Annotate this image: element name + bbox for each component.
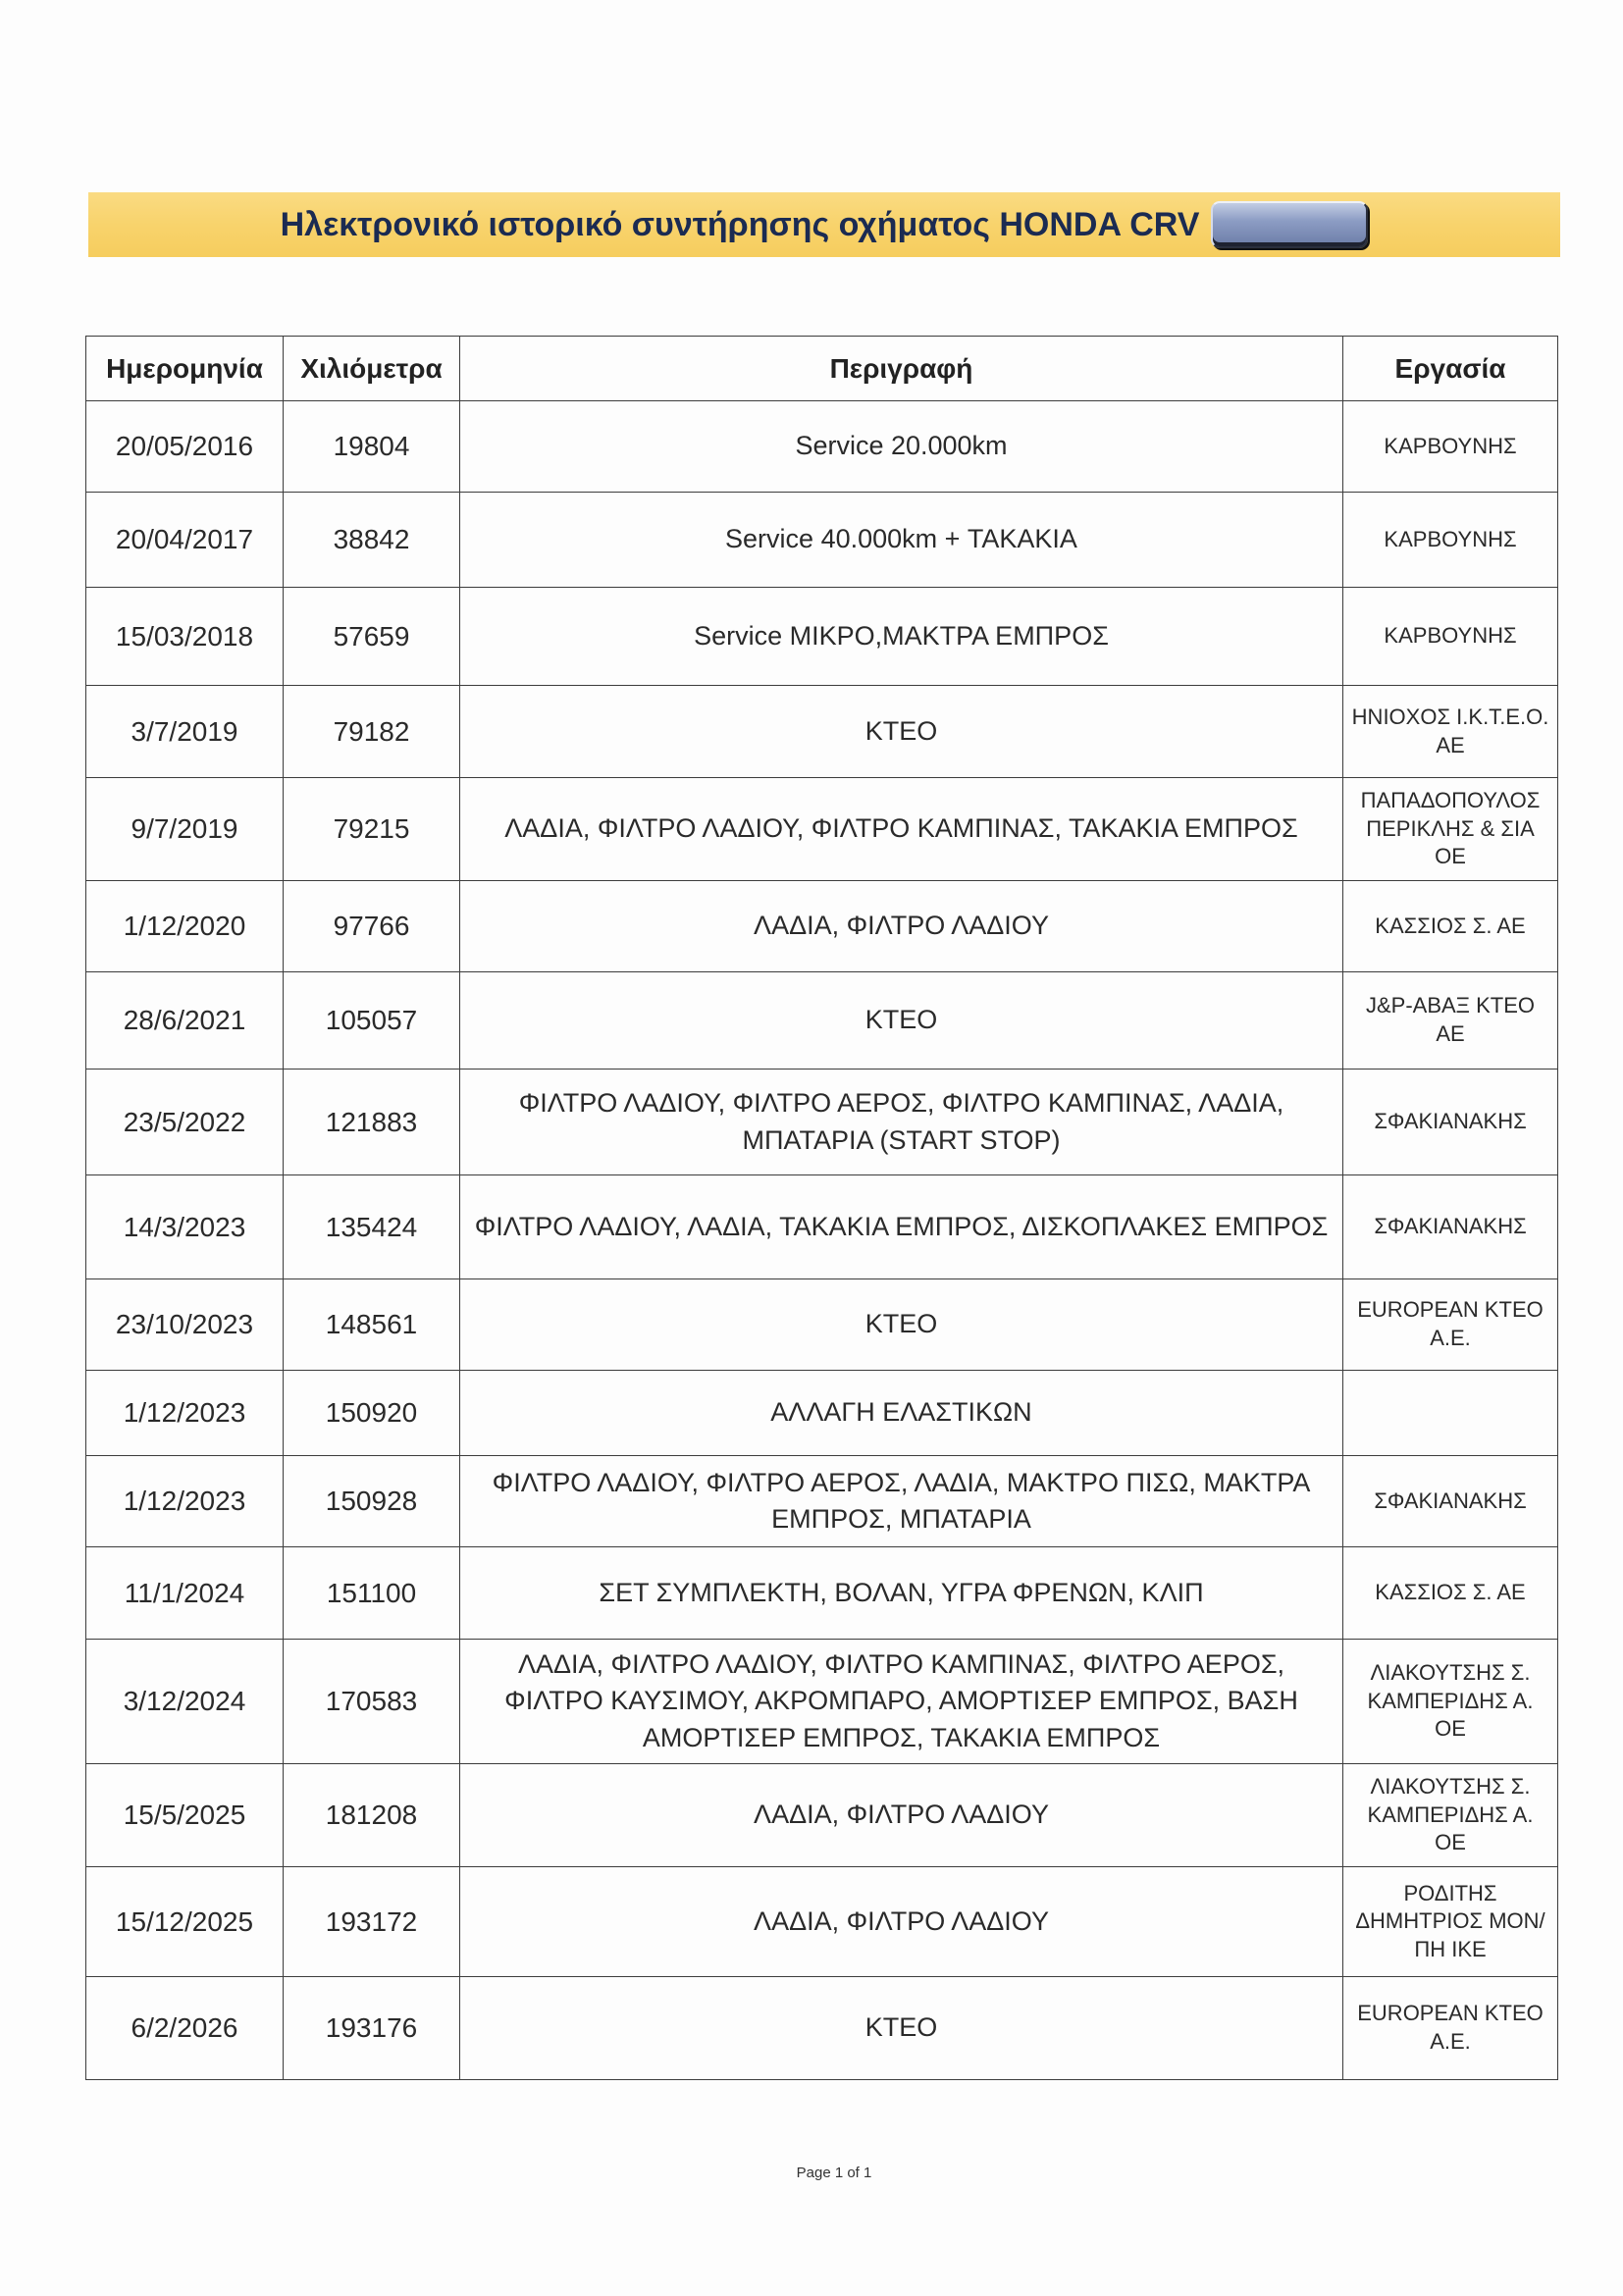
description-cell: ΛΑΔΙΑ, ΦΙΛΤΡΟ ΛΑΔΙΟΥ, ΦΙΛΤΡΟ ΚΑΜΠΙΝΑΣ, ΤΑΚΑΚΙΑ ΕΜΠΡΟΣ [460, 778, 1343, 881]
date-cell: 15/03/2018 [86, 588, 284, 686]
table-row [86, 493, 1558, 588]
work-cell: ΚΑΣΣΙΟΣ Σ. ΑΕ [1343, 1547, 1558, 1640]
table-body [86, 401, 1558, 2080]
kilometers-cell: 135424 [284, 1175, 460, 1279]
work-cell: ΚΑΡΒΟΥΝΗΣ [1343, 588, 1558, 686]
table-row [86, 1977, 1558, 2080]
work-cell: ΠΑΠΑΔΟΠΟΥΛΟΣ ΠΕΡΙΚΛΗΣ & ΣΙΑ ΟΕ [1343, 778, 1558, 881]
work-cell: ΣΦΑΚΙΑΝΑΚΗΣ [1343, 1070, 1558, 1175]
work-cell: ΛΙΑΚΟΥΤΣΗΣ Σ. ΚΑΜΠΕΡΙΔΗΣ Α. ΟΕ [1343, 1640, 1558, 1764]
table-row [86, 881, 1558, 972]
description-cell: ΣΕΤ ΣΥΜΠΛΕΚΤΗ, ΒΟΛΑΝ, ΥΓΡΑ ΦΡΕΝΩΝ, ΚΛΙΠ [460, 1547, 1343, 1640]
kilometers-cell: 57659 [284, 588, 460, 686]
description-cell: ΛΑΔΙΑ, ΦΙΛΤΡΟ ΛΑΔΙΟΥ [460, 1764, 1343, 1867]
description-cell: ΛΑΔΙΑ, ΦΙΛΤΡΟ ΛΑΔΙΟΥ [460, 1867, 1343, 1977]
table-row [86, 972, 1558, 1070]
table-row [86, 1070, 1558, 1175]
kilometers-cell: 97766 [284, 881, 460, 972]
description-cell: ΦΙΛΤΡΟ ΛΑΔΙΟΥ, ΦΙΛΤΡΟ ΑΕΡΟΣ, ΛΑΔΙΑ, ΜΑΚΤΡΟ ΠΙΣΩ, ΜΑΚΤΡΑ ΕΜΠΡΟΣ, ΜΠΑΤΑΡΙΑ [460, 1456, 1343, 1547]
kilometers-cell: 105057 [284, 972, 460, 1070]
table-row [86, 1640, 1558, 1764]
date-cell: 28/6/2021 [86, 972, 284, 1070]
table-row [86, 1279, 1558, 1371]
column-header-date: Ημερομηνία [86, 337, 284, 401]
date-cell: 23/5/2022 [86, 1070, 284, 1175]
date-cell: 1/12/2020 [86, 881, 284, 972]
table-row [86, 1867, 1558, 1977]
description-cell: Service ΜΙΚΡΟ,ΜΑΚΤΡΑ ΕΜΠΡΟΣ [460, 588, 1343, 686]
table-header-row [86, 337, 1558, 401]
kilometers-cell: 151100 [284, 1547, 460, 1640]
work-cell: ΛΙΑΚΟΥΤΣΗΣ Σ. ΚΑΜΠΕΡΙΔΗΣ Α. ΟΕ [1343, 1764, 1558, 1867]
date-cell: 15/12/2025 [86, 1867, 284, 1977]
maintenance-history-table [85, 336, 1558, 2080]
description-cell: ΚΤΕΟ [460, 1977, 1343, 2080]
work-cell [1343, 1371, 1558, 1456]
kilometers-cell: 150920 [284, 1371, 460, 1456]
kilometers-cell: 193172 [284, 1867, 460, 1977]
table-row [86, 1371, 1558, 1456]
table-row [86, 778, 1558, 881]
work-cell: J&P-ΑΒΑΞ ΚΤΕΟ ΑΕ [1343, 972, 1558, 1070]
kilometers-cell: 79182 [284, 686, 460, 778]
description-cell: ΚΤΕΟ [460, 972, 1343, 1070]
description-cell: ΦΙΛΤΡΟ ΛΑΔΙΟΥ, ΛΑΔΙΑ, ΤΑΚΑΚΙΑ ΕΜΠΡΟΣ, ΔΙΣΚΟΠΛΑΚΕΣ ΕΜΠΡΟΣ [460, 1175, 1343, 1279]
redacted-license-plate [1211, 201, 1368, 248]
table-row [86, 1764, 1558, 1867]
kilometers-cell: 150928 [284, 1456, 460, 1547]
table-row [86, 401, 1558, 493]
table-row [86, 1456, 1558, 1547]
document-title: Ηλεκτρονικό ιστορικό συντήρησης οχήματος HONDA CRV [280, 205, 1200, 243]
work-cell: ΗΝΙΟΧΟΣ Ι.Κ.Τ.Ε.Ο. ΑΕ [1343, 686, 1558, 778]
date-cell: 15/5/2025 [86, 1764, 284, 1867]
work-cell: ΣΦΑΚΙΑΝΑΚΗΣ [1343, 1456, 1558, 1547]
kilometers-cell: 121883 [284, 1070, 460, 1175]
table-row [86, 686, 1558, 778]
kilometers-cell: 148561 [284, 1279, 460, 1371]
date-cell: 23/10/2023 [86, 1279, 284, 1371]
kilometers-cell: 193176 [284, 1977, 460, 2080]
description-cell: Service 20.000km [460, 401, 1343, 493]
page-number: Page 1 of 1 [796, 2165, 872, 2181]
description-cell: ΛΑΔΙΑ, ΦΙΛΤΡΟ ΛΑΔΙΟΥ, ΦΙΛΤΡΟ ΚΑΜΠΙΝΑΣ, ΦΙΛΤΡΟ ΑΕΡΟΣ, ΦΙΛΤΡΟ ΚΑΥΣΙΜΟΥ, ΑΚΡΟΜΠΑΡΟ, ΑΜΟΡΤΙΣΕΡ ΕΜΠΡΟΣ, ΒΑΣΗ ΑΜΟΡΤΙΣΕΡ ΕΜΠΡΟΣ, ΤΑΚΑΚΙΑ ΕΜΠΡΟΣ [460, 1640, 1343, 1764]
kilometers-cell: 181208 [284, 1764, 460, 1867]
description-cell: ΚΤΕΟ [460, 686, 1343, 778]
date-cell: 20/04/2017 [86, 493, 284, 588]
table-row [86, 1175, 1558, 1279]
description-cell: ΦΙΛΤΡΟ ΛΑΔΙΟΥ, ΦΙΛΤΡΟ ΑΕΡΟΣ, ΦΙΛΤΡΟ ΚΑΜΠΙΝΑΣ, ΛΑΔΙΑ, ΜΠΑΤΑΡΙΑ (START STOP) [460, 1070, 1343, 1175]
kilometers-cell: 38842 [284, 493, 460, 588]
description-cell: Service 40.000km + ΤΑΚΑΚΙΑ [460, 493, 1343, 588]
kilometers-cell: 170583 [284, 1640, 460, 1764]
work-cell: ΚΑΡΒΟΥΝΗΣ [1343, 401, 1558, 493]
column-header-work: Εργασία [1343, 337, 1558, 401]
date-cell: 3/12/2024 [86, 1640, 284, 1764]
date-cell: 6/2/2026 [86, 1977, 284, 2080]
work-cell: EUROPEAN ΚΤΕΟ Α.Ε. [1343, 1977, 1558, 2080]
kilometers-cell: 19804 [284, 401, 460, 493]
column-header-kilometers: Χιλιόμετρα [284, 337, 460, 401]
table-row [86, 1547, 1558, 1640]
table-row [86, 588, 1558, 686]
title-bar [88, 192, 1560, 257]
work-cell: ΣΦΑΚΙΑΝΑΚΗΣ [1343, 1175, 1558, 1279]
description-cell: ΑΛΛΑΓΗ ΕΛΑΣΤΙΚΩΝ [460, 1371, 1343, 1456]
work-cell: EUROPEAN ΚΤΕΟ Α.Ε. [1343, 1279, 1558, 1371]
work-cell: ΚΑΡΒΟΥΝΗΣ [1343, 493, 1558, 588]
date-cell: 14/3/2023 [86, 1175, 284, 1279]
description-cell: ΚΤΕΟ [460, 1279, 1343, 1371]
work-cell: ΚΑΣΣΙΟΣ Σ. ΑΕ [1343, 881, 1558, 972]
date-cell: 11/1/2024 [86, 1547, 284, 1640]
column-header-description: Περιγραφή [460, 337, 1343, 401]
date-cell: 1/12/2023 [86, 1456, 284, 1547]
date-cell: 3/7/2019 [86, 686, 284, 778]
kilometers-cell: 79215 [284, 778, 460, 881]
date-cell: 9/7/2019 [86, 778, 284, 881]
work-cell: ΡΟΔΙΤΗΣ ΔΗΜΗΤΡΙΟΣ ΜΟΝ/ΠΗ ΙΚΕ [1343, 1867, 1558, 1977]
date-cell: 20/05/2016 [86, 401, 284, 493]
date-cell: 1/12/2023 [86, 1371, 284, 1456]
description-cell: ΛΑΔΙΑ, ΦΙΛΤΡΟ ΛΑΔΙΟΥ [460, 881, 1343, 972]
